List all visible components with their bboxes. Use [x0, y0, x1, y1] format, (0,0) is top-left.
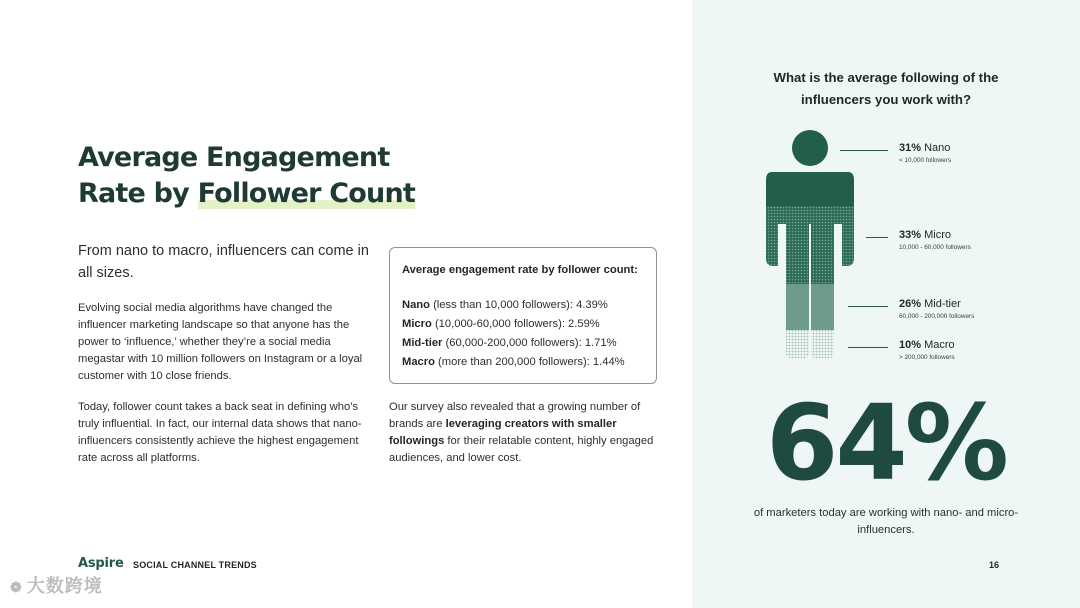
tier-detail: (10,000-60,000 followers): 2.59%: [431, 318, 600, 330]
legend-name: Micro: [924, 229, 951, 241]
body-paragraph-3: [389, 399, 659, 467]
body-paragraph-1: Evolving social media algorithms have changed the influencer marketing landscape so that anyone has the power to ‘influence,’ whether they’re a social media megastar with 10 million followers on Instagram or a loyal customer with 10 close friends.: [78, 302, 363, 382]
legend-connector: [848, 306, 888, 307]
para3-bold: leveraging creators with smaller followings: [389, 418, 617, 447]
legend-range: 60,000 - 200,000 followers: [899, 313, 975, 320]
legend-name: Nano: [924, 142, 951, 154]
engagement-row-mid-tier: [402, 334, 644, 353]
legend-range: < 10,000 followers: [899, 157, 952, 164]
title-highlight: Follower Count: [197, 178, 416, 209]
tier-detail: (more than 200,000 followers): 1.44%: [434, 356, 625, 368]
statistic-caption: of marketers today are working with nano- and micro-influencers.: [753, 507, 1019, 536]
watermark-icon: ❁: [10, 579, 23, 595]
legend-connector: [848, 347, 888, 348]
legend-label: [899, 339, 955, 352]
footer-section-label: SOCIAL CHANNEL TRENDS: [133, 560, 257, 570]
legend-range: > 200,000 followers: [899, 354, 955, 361]
page-number: 16: [989, 560, 1000, 570]
legend-pct: 10%: [899, 339, 922, 351]
person-figure-icon: [764, 128, 856, 360]
engagement-row-nano: [402, 296, 644, 315]
tier-detail: (60,000-200,000 followers): 1.71%: [442, 337, 617, 349]
legend-label: [899, 298, 961, 311]
engagement-row-macro: [402, 353, 644, 372]
big-statistic: 64%: [766, 382, 1006, 504]
engagement-rate-box: [389, 247, 657, 384]
engagement-row-micro: [402, 315, 644, 334]
legend-pct: 26%: [899, 298, 922, 310]
tier-detail: (less than 10,000 followers): 4.39%: [429, 299, 608, 311]
figure-head: [792, 130, 828, 166]
body-paragraph-2: Today, follower count takes a back seat in defining who’s truly influential. In fact, our internal data shows that nano-influencers consistently achieve the highest engagement rate across all platforms.: [78, 401, 362, 464]
survey-question: What is the average following of the influencers you work with?: [773, 70, 999, 107]
legend-name: Mid-tier: [924, 298, 961, 310]
para3-text-end: for their relatable content, highly engaged audiences, and lower cost.: [389, 435, 654, 464]
legend-label: [899, 142, 950, 155]
aspire-logo: Aspire: [78, 556, 124, 571]
watermark-text: 大数跨境: [26, 576, 103, 596]
legend-connector: [840, 150, 888, 151]
tier-label: Mid-tier: [402, 337, 443, 349]
legend-label: [899, 229, 951, 242]
tier-label: Nano: [402, 299, 430, 311]
watermark: [10, 572, 103, 598]
page-title: [78, 140, 498, 212]
lead-paragraph: From nano to macro, influencers can come in all sizes.: [78, 243, 369, 281]
tier-label: Macro: [402, 356, 435, 368]
para3-text: Our survey also revealed that a growing number of brands are: [389, 401, 641, 430]
legend-pct: 31%: [899, 142, 922, 154]
legend-name: Macro: [924, 339, 955, 351]
title-line-1: Average Engagement: [78, 142, 390, 173]
tier-label: Micro: [402, 318, 432, 330]
engagement-box-heading: Average engagement rate by follower count:: [402, 264, 638, 276]
legend-pct: 33%: [899, 229, 922, 241]
title-line-2-prefix: Rate by: [78, 178, 198, 209]
legend-range: 10,000 - 60,000 followers: [899, 244, 971, 251]
legend-connector: [866, 237, 888, 238]
